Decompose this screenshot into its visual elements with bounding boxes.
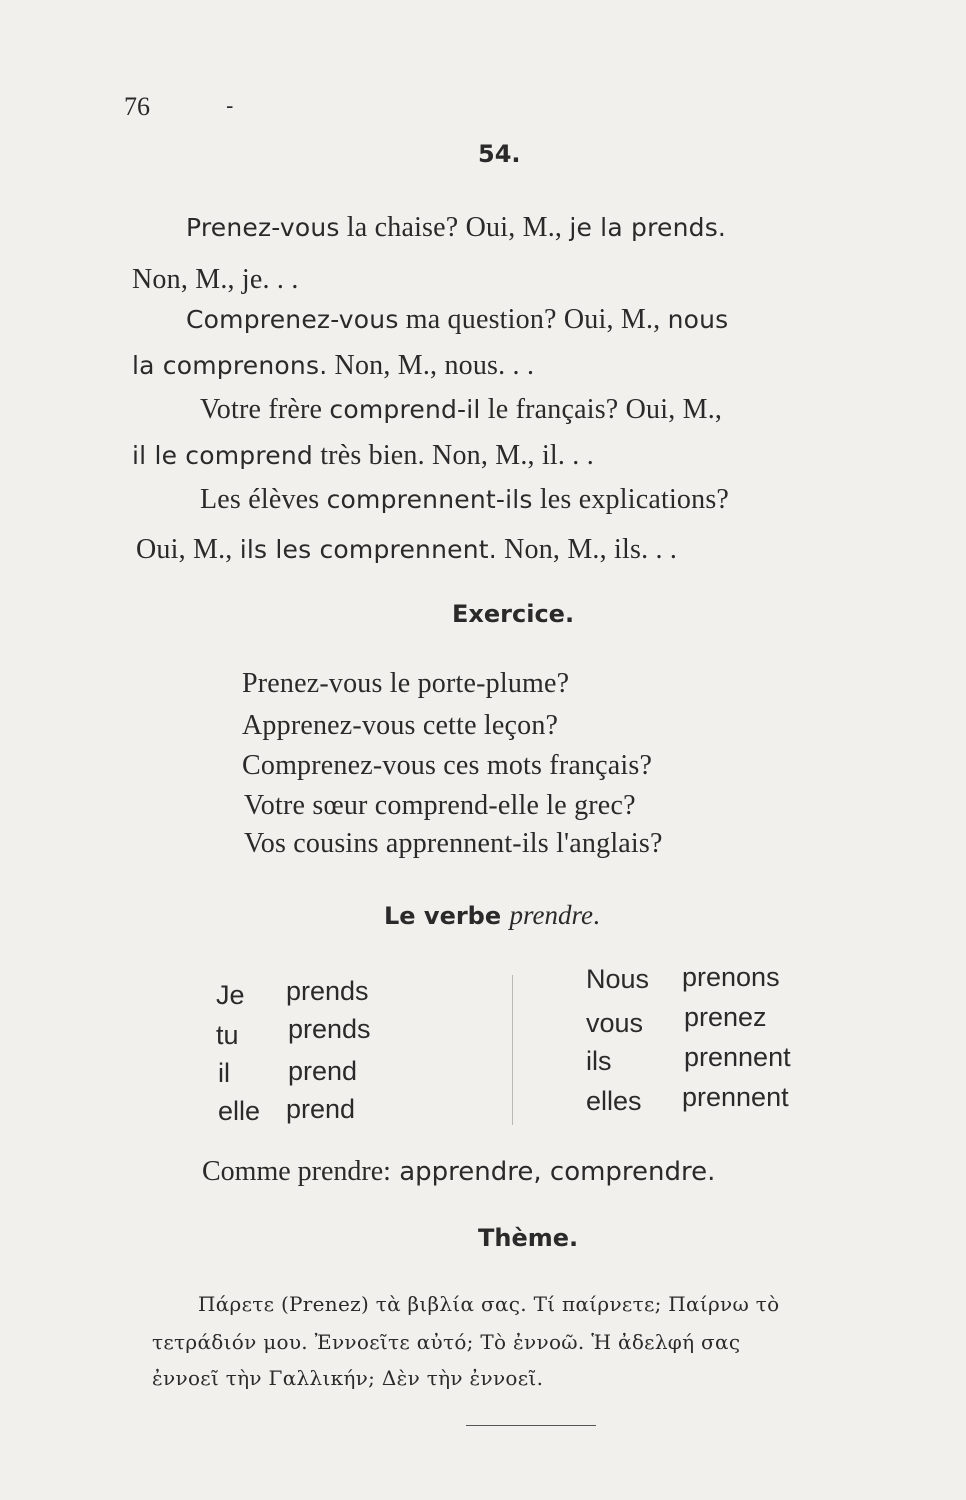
exercise-title: Exercice. bbox=[452, 600, 575, 628]
conj-form-elles: prennent bbox=[682, 1082, 789, 1112]
verb-title: Le verbe prendre. bbox=[384, 900, 600, 930]
exercise-item-4: Votre sœur comprend-elle le grec? bbox=[244, 790, 636, 821]
end-rule bbox=[466, 1425, 596, 1426]
dialogue-line-6: il le comprend très bien. Non, M., il. . . bbox=[132, 440, 594, 471]
conj-pronoun-il: il bbox=[218, 1058, 230, 1088]
theme-line-2: τετράδιόν μου. Ἐννοεῖτε αὐτό; Τὸ ἐννοῶ. Ἡ ἀδελφή σας bbox=[152, 1330, 741, 1354]
exercise-item-2: Apprenez-vous cette leçon? bbox=[242, 710, 559, 741]
conj-form-tu: prends bbox=[288, 1014, 371, 1044]
dialogue-line-5: Votre frère comprend-il le français? Oui, M., bbox=[200, 394, 723, 425]
dialogue-line-4: la comprenons. Non, M., nous. . . bbox=[132, 350, 535, 381]
conj-pronoun-tu: tu bbox=[216, 1020, 239, 1050]
section-number: 54. bbox=[478, 140, 521, 168]
conjugation-divider bbox=[512, 975, 513, 1125]
theme-line-3: ἐννοεῖ τὴν Γαλλικήν; Δὲν τὴν ἐννοεῖ. bbox=[152, 1366, 544, 1390]
exercise-item-1: Prenez-vous le porte-plume? bbox=[242, 668, 570, 699]
page-number: 76 bbox=[124, 92, 150, 121]
conj-form-je: prends bbox=[286, 976, 369, 1006]
conj-pronoun-ils: ils bbox=[586, 1046, 612, 1076]
dialogue-line-3: Comprenez-vous ma question? Oui, M., nous bbox=[186, 304, 729, 335]
conj-pronoun-elles: elles bbox=[586, 1086, 642, 1116]
dialogue-line-2: Non, M., je. . . bbox=[132, 264, 299, 295]
verb-like-line: Comme prendre: apprendre, comprendre. bbox=[202, 1156, 716, 1187]
dialogue-line-8: Oui, M., ils les comprennent. Non, M., ils. . . bbox=[136, 534, 678, 565]
exercise-item-3: Comprenez-vous ces mots français? bbox=[242, 750, 653, 781]
theme-line-1: Πάρετε (Prenez) τὰ βιβλία σας. Τί παίρνετε; Παίρνω τὸ bbox=[198, 1292, 780, 1316]
exercise-item-5: Vos cousins apprennent-ils l'anglais? bbox=[244, 828, 663, 859]
conj-pronoun-elle: elle bbox=[218, 1096, 261, 1126]
conj-form-nous: prenons bbox=[682, 962, 780, 992]
dialogue-line-1: Prenez-vous la chaise? Oui, M., je la prends. bbox=[186, 212, 727, 243]
conj-form-vous: prenez bbox=[684, 1002, 767, 1032]
dialogue-line-7: Les élèves comprennent-ils les explications? bbox=[200, 484, 730, 515]
page-mark: - bbox=[226, 94, 234, 119]
theme-title: Thème. bbox=[478, 1224, 579, 1252]
conj-form-elle: prend bbox=[286, 1094, 356, 1124]
conj-pronoun-je: Je bbox=[216, 980, 245, 1010]
conj-pronoun-vous: vous bbox=[586, 1008, 644, 1038]
conj-form-ils: prennent bbox=[684, 1042, 791, 1072]
conj-form-il: prend bbox=[288, 1056, 358, 1086]
conj-pronoun-nous: Nous bbox=[586, 964, 650, 994]
